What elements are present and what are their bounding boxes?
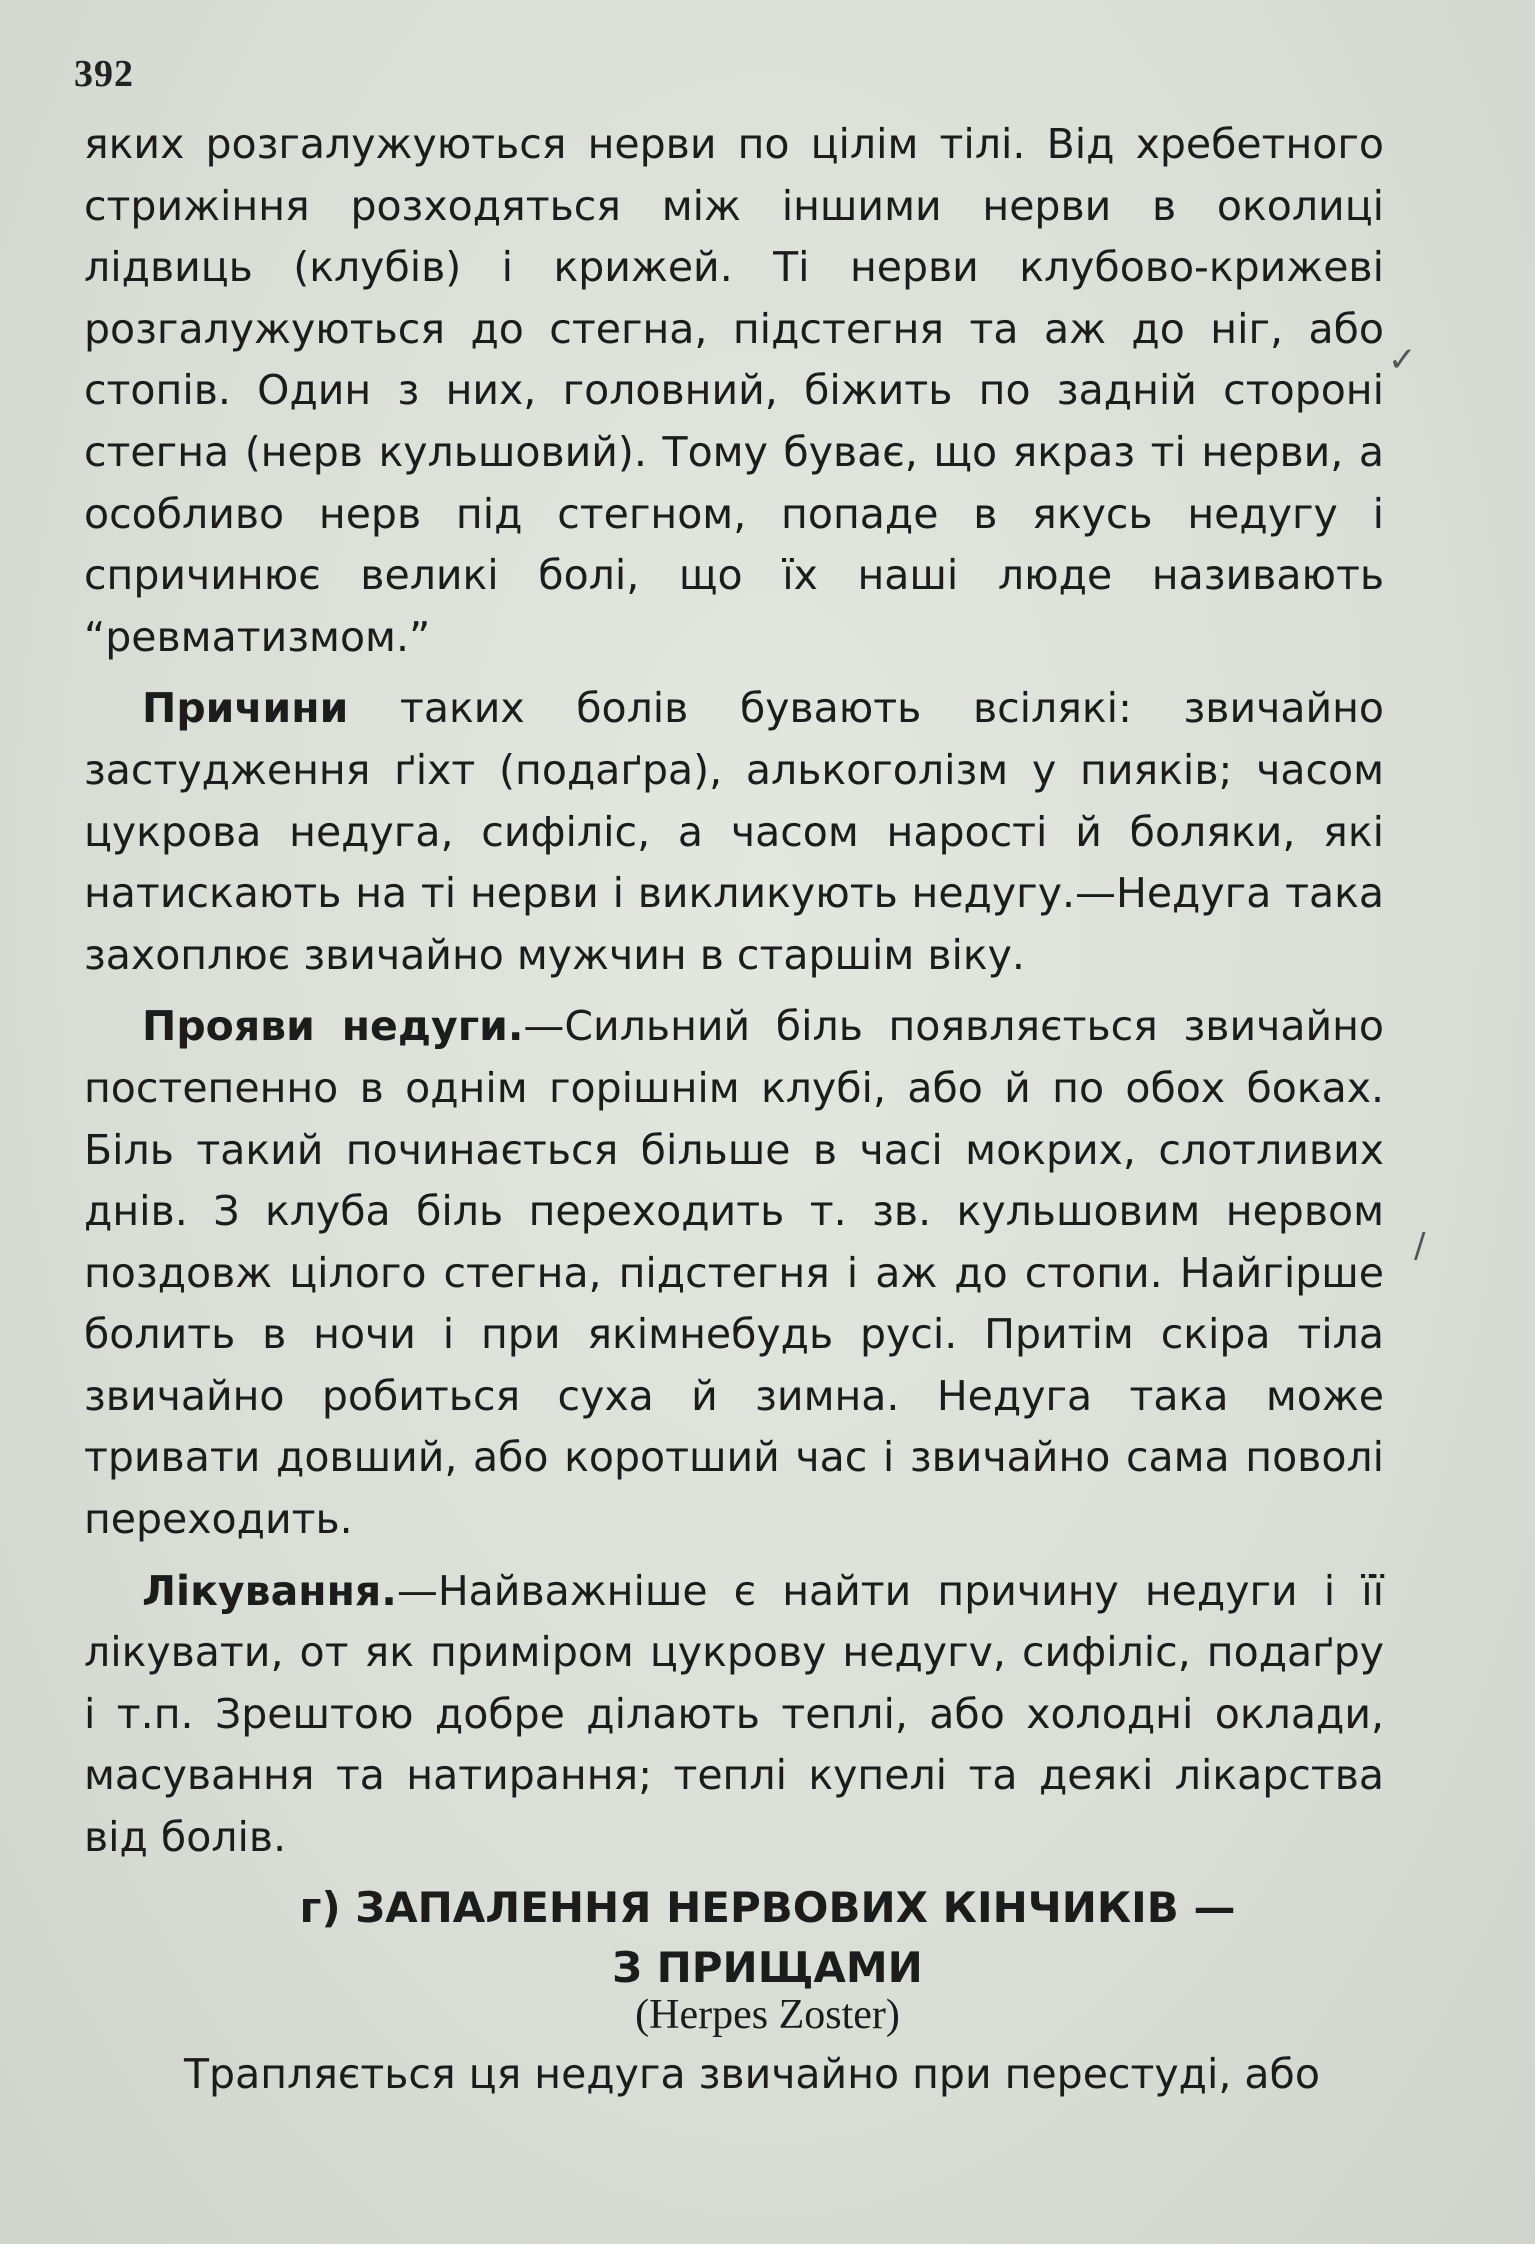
paragraph-text: —Сильний біль появляється звичайно постепенно в однім горішнім клубі, або й по обох боках. Біль такий починається більше в часі мокрих, слотливих днів. З клуба біль переходить т. зв. кульшовим нервом поздовж цілого стегна, підстегня і аж до стопи. Найгірше болить в ночи і при якімнебудь русі. Притім скіра тіла звичайно робиться суха й зимна. Недуга така може тривати довший, або коротший час і звичайно сама поволі переходить.: [84, 1002, 1384, 1544]
section-first-line: Трапляється ця недуга звичайно при перестуді, або: [184, 2050, 1320, 2098]
paragraph-causes: [84, 678, 1384, 986]
body-text: [84, 114, 1384, 1869]
section-latin-name: (Herpes Zoster): [635, 1992, 900, 2038]
page-number: 392: [74, 53, 134, 95]
pencil-margin-mark-icon: /: [1414, 1226, 1426, 1266]
paragraph-lead-causes: Причини: [142, 684, 349, 733]
paragraph-nerves-intro: [84, 114, 1384, 668]
paragraph-lead-symptoms: Прояви недуги.: [142, 1002, 524, 1051]
paragraph-text: яких розгалужуються нерви по цілім тілі. Від хребетного стрижіння розходяться між іншими нерви в околиці лідвиць (клубів) і крижей. Ті нерви клубово-крижеві розгалужуються до стегна, підстегня та аж до ніг, або стопів. Один з них, головний, біжить по задній стороні стегна (нерв кульшовий). Тому буває, що якраз ті нерви, а особливо нерв під стегном, попаде в якусь недугу і спричинює великі болі, що їх наші люде називають “ревматизмом.”: [84, 120, 1384, 661]
paragraph-symptoms: [84, 996, 1384, 1550]
section-heading-line-2: З ПРИЩАМИ: [612, 1943, 923, 1992]
paragraph-text: —Найважніше є найти причину недуги і її лікувати, от як приміром цукрову недугv, сифіліс, подаґру і т.п. Зрештою добре ділають теплі, або холодні оклади, масування та натирання; теплі купелі та деякі лікарства від болів.: [84, 1566, 1384, 1862]
paragraph-lead-treatment: Лікування.: [142, 1566, 397, 1615]
paragraph-text: таких болів бувають всілякі: звичайно застудження ґіхт (подаґра), алькоголізм у пияків; часом цукрова недуга, сифіліс, а часом наростi й боляки, які натискають на ті нерви і викликують недугу.—Недуга така захоплює звичайно мужчин в старшім віку.: [84, 684, 1384, 979]
section-heading-line-1: г) ЗАПАЛЕННЯ НЕРВОВИХ КІНЧИКІВ —: [299, 1883, 1236, 1932]
pencil-check-mark-icon: ✓: [1388, 340, 1417, 380]
paragraph-treatment: [84, 1561, 1384, 1869]
section-heading: [150, 1878, 1385, 1998]
